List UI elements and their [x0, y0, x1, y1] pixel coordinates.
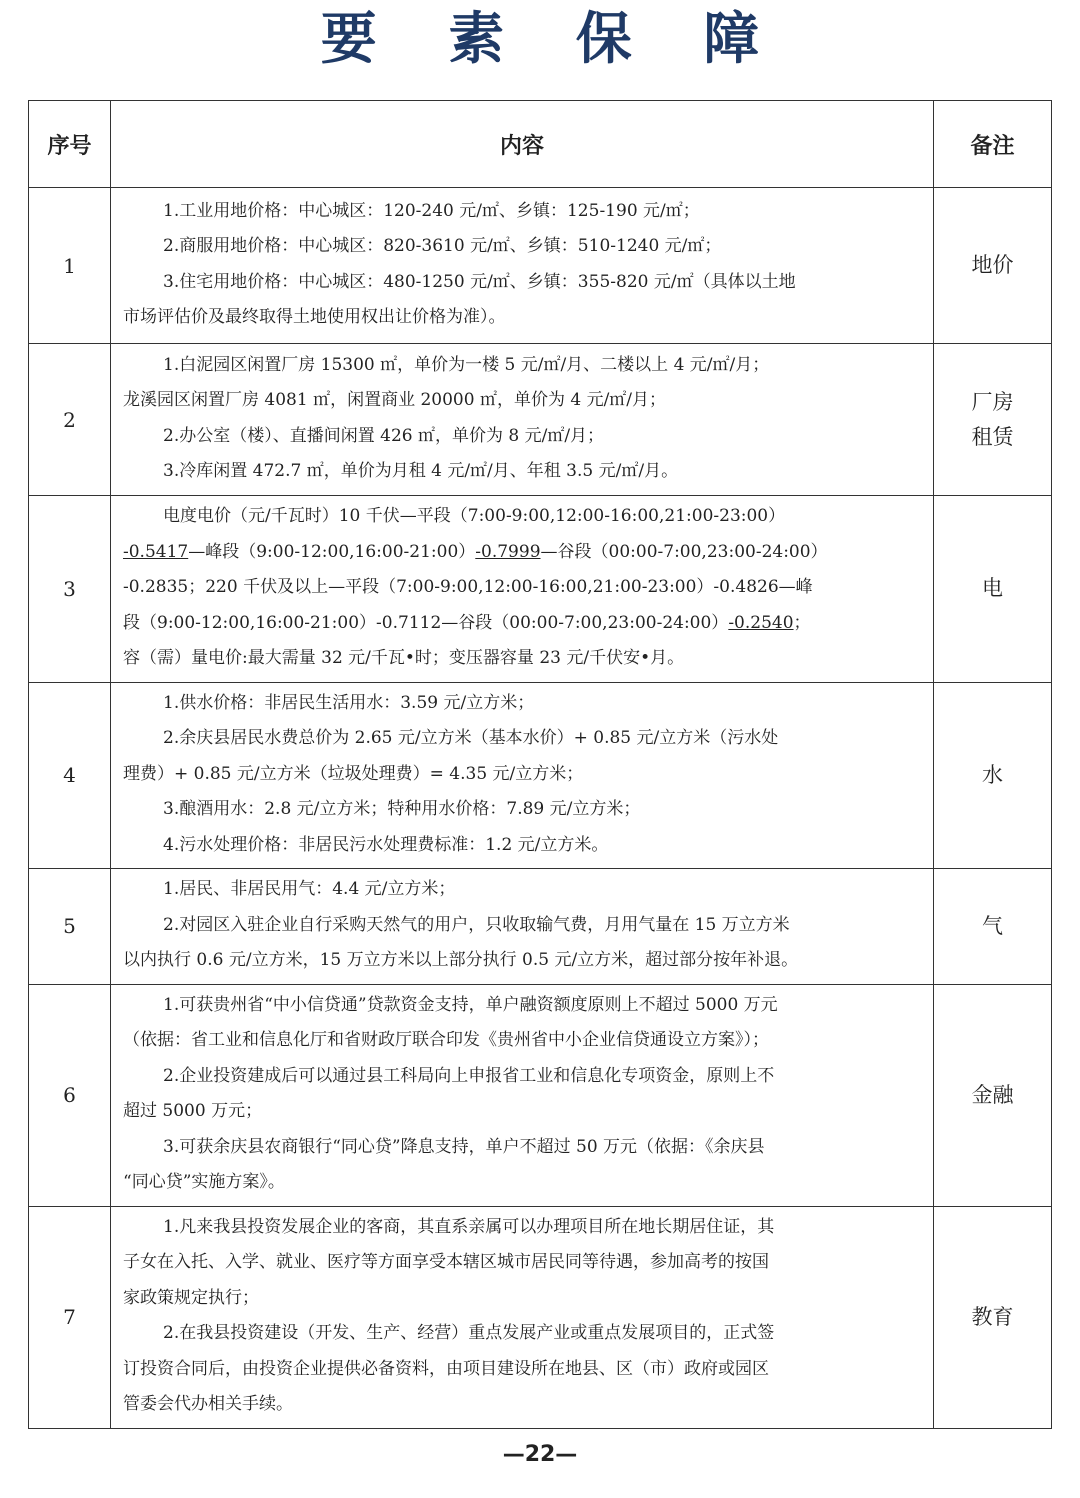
table-row-electricity [29, 496, 1052, 683]
row-index: 1 [29, 188, 111, 344]
page-number: —22— [502, 1442, 578, 1467]
content-line: 子女在入托、入学、就业、医疗等方面享受本辖区城市居民同等待遇，参加高考的按国 [123, 1252, 769, 1272]
content-line: 电度电价（元/千瓦时）10 千伏—平段（7:00-9:00,12:00-16:00,21:00-23:00） [163, 506, 786, 526]
content-text: 段（9:00-12:00,16:00-21:00）-0.7112—谷段（00:00-7:00,23:00-24:00） [123, 612, 729, 633]
underlined-price: -0.7999 [475, 541, 541, 562]
content-line: 3.酿酒用水：2.8 元/立方米；特种用水价格：7.89 元/立方米； [163, 799, 641, 819]
table-header-row [29, 101, 1052, 188]
row-note: 金融 [934, 984, 1052, 1206]
row-content [111, 1206, 934, 1428]
content-line: 理费）+ 0.85 元/立方米（垃圾处理费）= 4.35 元/立方米； [123, 763, 584, 784]
row-note: 水 [934, 682, 1052, 869]
table-row-education [29, 1206, 1052, 1428]
header-note: 备注 [934, 101, 1052, 188]
elements-guarantee-table [28, 100, 1052, 1429]
content-line: 2.对园区入驻企业自行采购天然气的用户，只收取输气费，月用气量在 15 万立方米 [163, 914, 790, 935]
underlined-price: -0.2540 [728, 612, 794, 633]
row-content [111, 188, 934, 344]
content-text: —峰段（9:00-12:00,16:00-21:00） [188, 541, 476, 562]
content-line: 2.商服用地价格：中心城区：820-3610 元/㎡、乡镇：510-1240 元/㎡； [163, 236, 722, 256]
content-line: 2.办公室（楼）、直播间闲置 426 ㎡，单价为 8 元/㎡/月； [163, 425, 605, 446]
row-content [111, 682, 934, 869]
row-note: 电 [934, 496, 1052, 683]
page-title: 要 素 保 障 [320, 7, 786, 72]
content-line: 1.凡来我县投资发展企业的客商，其直系亲属可以办理项目所在地长期居住证，其 [163, 1216, 775, 1237]
content-line: 1.可获贵州省“中小信贷通”贷款资金支持，单户融资额度原则上不超过 5000 万元 [163, 994, 778, 1015]
row-index: 4 [29, 682, 111, 869]
content-line: 管委会代办相关手续。 [123, 1394, 293, 1414]
table-row-gas [29, 869, 1052, 985]
content-line: 3.可获余庆县农商银行“同心贷”降息支持，单户不超过 50 万元（依据：《余庆县 [163, 1136, 765, 1157]
content-line: 容（需）量电价:最大需量 32 元/千瓦•时；变压器容量 23 元/千伏安•月。 [123, 648, 685, 668]
content-line: 2.余庆县居民水费总价为 2.65 元/立方米（基本水价）+ 0.85 元/立方米（污水处 [163, 728, 779, 748]
content-line: 超过 5000 万元； [123, 1101, 263, 1121]
content-line: 以内执行 0.6 元/立方米，15 万立方米以上部分执行 0.5 元/立方米，超过部分按年补退。 [123, 950, 799, 970]
content-line [123, 535, 923, 571]
row-content [111, 869, 934, 985]
content-line: “同心贷”实施方案》。 [123, 1172, 285, 1192]
content-text: —谷段（00:00-7:00,23:00-24:00） [540, 541, 828, 562]
row-content [111, 984, 934, 1206]
row-index: 2 [29, 344, 111, 496]
content-line [123, 606, 923, 642]
table-row-water [29, 682, 1052, 869]
row-note: 教育 [934, 1206, 1052, 1428]
header-content: 内容 [111, 101, 934, 188]
row-index: 7 [29, 1206, 111, 1428]
content-line: （依据：省工业和信息化厅和省财政厅联合印发《贵州省中小企业信贷通设立方案》）； [123, 1030, 769, 1050]
row-index: 5 [29, 869, 111, 985]
row-content [111, 344, 934, 496]
header-index: 序号 [29, 101, 111, 188]
table-row-finance [29, 984, 1052, 1206]
underlined-price: -0.5417 [123, 541, 189, 562]
content-line: 3.冷库闲置 472.7 ㎡，单价为月租 4 元/㎡/月、年租 3.5 元/㎡/月。 [163, 461, 679, 481]
row-index: 3 [29, 496, 111, 683]
content-line: 2.企业投资建成后可以通过县工科局向上申报省工业和信息化专项资金，原则上不 [163, 1065, 775, 1086]
table-row-land-price [29, 188, 1052, 344]
row-content [111, 496, 934, 683]
content-line: 1.居民、非居民用气：4.4 元/立方米； [163, 879, 456, 899]
content-line: 订投资合同后，由投资企业提供必备资料，由项目建设所在地县、区（市）政府或园区 [123, 1358, 769, 1379]
content-line: 2.在我县投资建设（开发、生产、经营）重点发展产业或重点发展项目的，正式签 [163, 1323, 775, 1343]
content-text: ； [793, 612, 811, 633]
row-note: 厂房租赁 [934, 344, 1052, 496]
content-line: 1.供水价格：非居民生活用水：3.59 元/立方米； [163, 692, 535, 713]
content-line: 3.住宅用地价格：中心城区：480-1250 元/㎡、乡镇：355-820 元/㎡（具体以土地 [163, 271, 796, 292]
content-line: 家政策规定执行； [123, 1287, 259, 1308]
row-note: 地价 [934, 188, 1052, 344]
content-line: -0.2835；220 千伏及以上—平段（7:00-9:00,12:00-16:00,21:00-23:00）-0.4826—峰 [123, 577, 813, 597]
table-row-factory-rent [29, 344, 1052, 496]
content-line: 龙溪园区闲置厂房 4081 ㎡，闲置商业 20000 ㎡，单价为 4 元/㎡/月； [123, 390, 667, 410]
content-line: 4.污水处理价格：非居民污水处理费标准：1.2 元/立方米。 [163, 834, 609, 855]
content-line: 1.白泥园区闲置厂房 15300 ㎡，单价为一楼 5 元/㎡/月、二楼以上 4 元/㎡/月； [163, 354, 770, 375]
row-index: 6 [29, 984, 111, 1206]
content-line: 市场评估价及最终取得土地使用权出让价格为准）。 [123, 307, 506, 327]
row-note: 气 [934, 869, 1052, 985]
content-line: 1.工业用地价格：中心城区：120-240 元/㎡、乡镇：125-190 元/㎡； [163, 200, 700, 221]
